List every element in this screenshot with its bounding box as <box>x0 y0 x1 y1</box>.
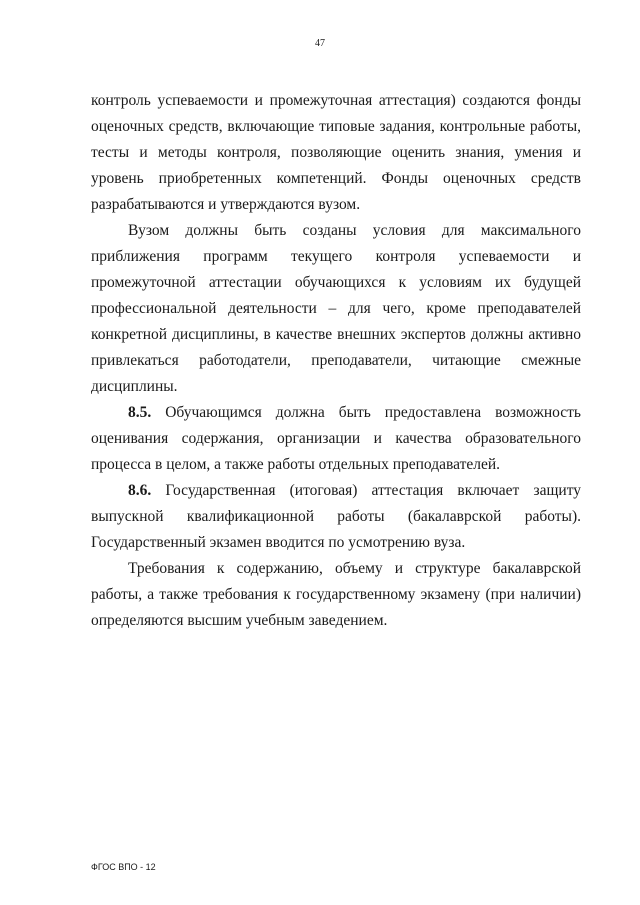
section-number: 8.6. <box>128 482 152 499</box>
paragraph-text: контроль успеваемости и промежуточная аттестация) создаются фонды оценочных средств, включающие типовые задания, контрольные работы, тесты и методы контроля, позволяющие оценить знания, умения и уровень приобретенных компетенций. Фонды оценочных средств разрабатываются и утверждаются вузом. <box>91 92 581 213</box>
section-8-6 <box>91 478 581 556</box>
footer-code: ФГОС ВПО - 12 <box>91 862 156 872</box>
paragraph-text: Требования к содержанию, объему и структуре бакалаврской работы, а также требования к государственному экзамену (при наличии) определяются высшим учебным заведением. <box>91 560 581 629</box>
paragraph-requirements <box>91 556 581 634</box>
paragraph-conditions <box>91 218 581 400</box>
section-8-5 <box>91 400 581 478</box>
document-body <box>91 88 581 634</box>
section-number: 8.5. <box>128 404 152 421</box>
paragraph-text: Обучающимся должна быть предоставлена возможность оценивания содержания, организации и качества образовательного процесса в целом, а также работы отдельных преподавателей. <box>91 404 581 473</box>
page-number: 47 <box>315 38 325 49</box>
paragraph-text: Вузом должны быть созданы условия для максимального приближения программ текущего контроля успеваемости и промежуточной аттестации обучающихся к условиям их будущей профессиональной деятельности – для чего, кроме преподавателей конкретной дисциплины, в качестве внешних экспертов должны активно привлекаться работодатели, преподаватели, читающие смежные дисциплины. <box>91 222 581 395</box>
paragraph-text: Государственная (итоговая) аттестация включает защиту выпускной квалификационной работы (бакалаврской работы). Государственный экзамен вводится по усмотрению вуза. <box>91 482 582 551</box>
paragraph-continuation <box>91 88 581 218</box>
